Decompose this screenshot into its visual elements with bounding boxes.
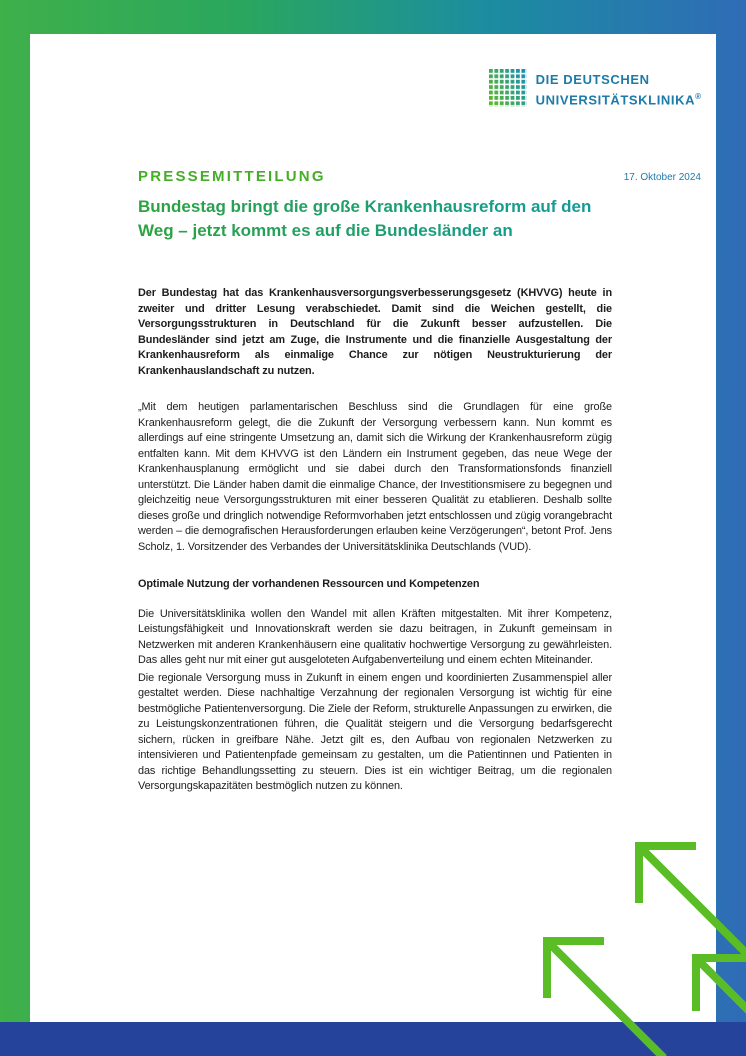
logo-wordmark	[536, 69, 701, 108]
headline: Bundestag bringt die große Krankenhausreform auf den Weg – jetzt kommt es auf die Bundesländer an	[138, 195, 612, 243]
press-release-page	[30, 34, 716, 1022]
release-date: 17. Oktober 2024	[623, 172, 701, 183]
logo-line1: DIE DEUTSCHEN	[535, 72, 650, 87]
registered-mark: ®	[695, 92, 701, 101]
body-text-column	[138, 286, 612, 795]
subheading: Optimale Nutzung der vorhandenen Ressourcen und Kompetenzen	[138, 578, 480, 590]
dot-grid-icon	[489, 69, 527, 112]
quote-paragraph: „Mit dem heutigen parlamentarischen Beschluss sind die Grundlagen für eine große Krankenhausreform gelegt, die die Zukunft der Versorgung verbessern kann. Nun kommt es allerdings auf eine stringente Umsetzung an, damit sich die Wirkung der Krankenhausreform zügig entfalten kann. Mit dem KHVVG ist den Ländern ein Instrument gegeben, das neue Wege der Krankenhausplanung ermöglicht und sie dabei durch den Transformationsfonds finanziell unterstützt. Die Länder haben damit die einmalige Chance, der Investitionsmisere zu begegnen und gleichzeitig neue Versorgungsstrukturen mit einer besseren Qualität zu etablieren. Deshalb sollte dieses große und dringlich notwendige Reformvorhaben jetzt entschlossen und zügig vorangebracht werden – die demografischen Herausforderungen erlauben keine Verzögerungen“, betont Prof. Jens Scholz, 1. Vorsitzender des Verbandes der Universitätsklinika Deutschlands (VUD).	[138, 401, 612, 553]
body-paragraph: Die regionale Versorgung muss in Zukunft in einem engen und koordinierten Zusammenspiel aller gestaltet werden. Diese nachhaltige Verzahnung der regionalen Versorgung ist wichtig für eine bestmögliche Patientenversorgung. Die Ziele der Reform, strukturelle Anpassungen zu erwirken, die zu Leistungskonzentrationen führen, die Qualität steigern und die Versorgung bedarfsgerecht sichern, rücken in greifbare Nähe. Jetzt gilt es, den Aufbau von regionalen Netzwerken zu intensivieren und Patientenpfade gemeinsam zu gestalten, um die Patientinnen und Patienten in das richtige Behandlungssetting zu steuern. Dies ist ein wichtiger Beitrag, um die regionalen Versorgungskapazitäten bestmöglich nutzen zu können.	[138, 671, 612, 792]
kicker-pressemitteilung: PRESSEMITTEILUNG	[138, 168, 326, 185]
vud-logo	[489, 69, 701, 112]
lead-paragraph: Der Bundestag hat das Krankenhausversorgungsverbesserungsgesetz (KHVVG) heute in zweiter und dritter Lesung verabschiedet. Damit sind die Weichen gestellt, die Versorgungsstrukturen in Deutschland für die Zukunft besser aufzustellen. Die Bundesländer sind jetzt am Zuge, die Instrumente und die finanzielle Ausgestaltung der Krankenhausreform als einmalige Chance zur nötigen Neustrukturierung der Krankenhauslandschaft zu nutzen.	[138, 287, 612, 377]
body-paragraph: Die Universitätsklinika wollen den Wandel mit allen Kräften mitgestalten. Mit ihrer Kompetenz, Leistungsfähigkeit und Innovationskraft werden sie dazu beitragen, in Zukunft gemeinsam in Netzwerken mit anderen Krankenhäusern eine qualitativ hochwertige Versorgung zu gewährleisten. Das alles geht nur mit einer gut ausgeloteten Aufgabenverteilung und einem echten Miteinander.	[138, 607, 612, 666]
bottom-bar	[0, 1022, 746, 1056]
logo-line2: UNIVERSITÄTSKLINIKA®	[535, 92, 701, 108]
